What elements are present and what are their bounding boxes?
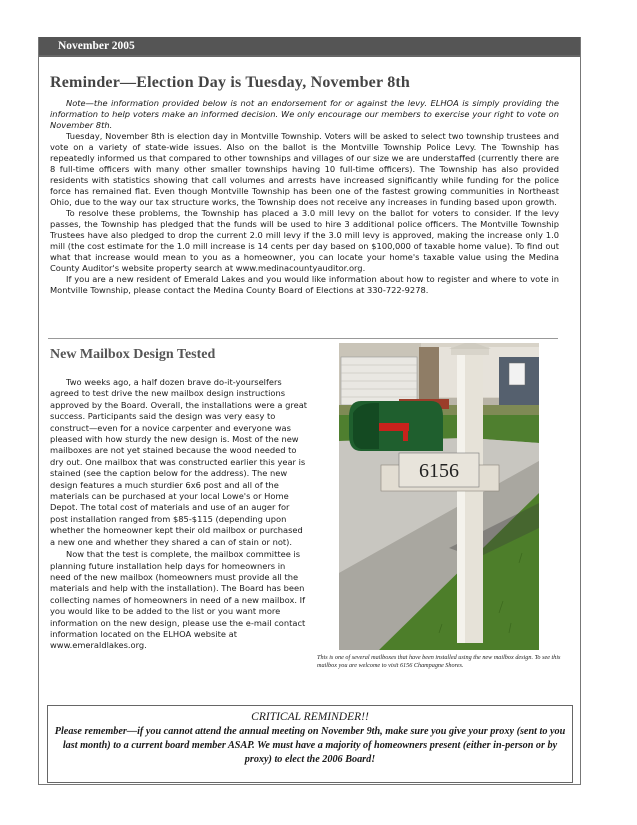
photo-caption: This is one of several mailboxes that have been installed using the new mailbox design. To see this mailbox you are welcome to visit 6156 Champagne Shores. <box>317 654 561 669</box>
election-paragraph-3: If you are a new resident of Emerald Lakes and you would like information about how to register and where to vote in Montville Township, please contact the Medina County Board of Elections at 330-722-9278. <box>50 274 559 295</box>
newsletter-page <box>38 37 581 785</box>
mailbox-article <box>50 377 308 653</box>
house-number: 6156 <box>419 460 459 482</box>
mailbox-paragraph-2: Now that the test is complete, the mailbox committee is planning future installation help days for homeowners in need of the new mailbox (homeowners must provide all the materials and help with the installation). The Board has been collecting names of homeowners in need of a new mailbox. If you would like to be added to the list or you want more information on the new design, please use the e-mail contact information located on the ELHOA website at www.emeraldlakes.org. <box>50 549 306 651</box>
mailbox-photo <box>339 343 539 650</box>
election-paragraph-2: To resolve these problems, the Township has placed a 3.0 mill levy on the ballot for voters to consider. If the levy passes, the Township has pledged that the funds will be used to hire 3 additional police officers. The Montville Township Trustees have also pledged to drop the current 2.0 mill levy if the 3.0 mill levy is approved, making the increase only 1.0 mill (the cost estimate for the 1.0 mill increase is 14 cents per day based on $100,000 of taxable home value). To find out what that increase would mean to you as a homeowner, you can locate your home's taxable value using the Medina County Auditor's website property search at www.medinacountyauditor.org. <box>50 208 559 273</box>
section-divider <box>48 338 558 339</box>
page-body <box>39 55 580 784</box>
mailbox-title: New Mailbox Design Tested <box>50 347 216 362</box>
reminder-title: CRITICAL REMINDER!! <box>251 711 369 723</box>
election-paragraph-1: Tuesday, November 8th is election day in Montville Township. Voters will be asked to select two township trustees and vote on a variety of state-wide issues. Also on the ballot is the Montville Township Police Levy. The Township has repeatedly informed us that compared to other townships and villages of our size we are understaffed (currently there are 8 full-time officers with many other smaller townships having 10 full-time officers). The Township has also provided residents with statistics showing that call volumes and arrests have increased significantly while funding for the police force has remained flat. Even though Montville Township has been one of the fastest growing communities in Northeast Ohio, due to the way our tax structure works, the Township does not receive any increases in funding based upon growth. <box>50 131 559 207</box>
mailbox-paragraph-1: Two weeks ago, a half dozen brave do-it-yourselfers agreed to test drive the new mailbox design instructions approved by the Board. Overall, the installations were a great success. Participants said the design was very easy to construct—even for a novice carpenter and everyone was pleased with how sturdy the new design is. Most of the new mailboxes are not yet stained because the wood needed to dry out. One mailbox that was constructed earlier this year is stained (see the caption below for the address). The new design features a much sturdier 6x6 post and all of the materials can be purchased at your local Lowe's or Home Depot. The total cost of materials and use of an auger for post installation ranged from $85-$115 (depending upon whether the homeowner kept their old mailbox or purchased a new one and whether they shared a can of stain or not). <box>50 377 308 547</box>
reminder-body: Please remember—if you cannot attend the annual meeting on November 9th, make sure you give your proxy (sent to you last month) to a current board member ASAP. We must have a majority of homeowners present (either in-person or by proxy) to elect the 2006 Board! <box>54 726 566 765</box>
critical-reminder-box <box>47 705 573 783</box>
issue-date: November 2005 <box>39 37 580 55</box>
election-article <box>50 98 559 296</box>
election-title: Reminder—Election Day is Tuesday, November 8th <box>50 74 411 91</box>
election-note: Note—the information provided below is not an endorsement for or against the levy. ELHOA is simply providing the information to help voters make an informed decision. We only encourage our members to exercise your right to vote on November 8th. <box>50 98 559 130</box>
